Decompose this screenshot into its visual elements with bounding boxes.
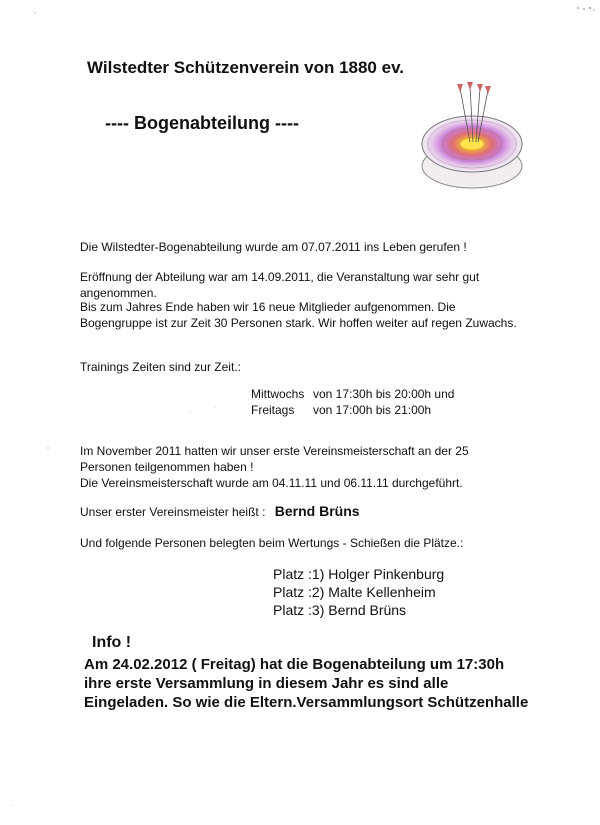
champion-label: Unser erster Vereinsmeister heißt :: [80, 505, 266, 519]
club-name-heading: Wilstedter Schützenverein von 1880 ev.: [87, 58, 404, 77]
championship-paragraph: Im November 2011 hatten wir unser erste Vereinsmeisterschaft an der 25 Personen teilgenommen haben !: [80, 444, 469, 474]
training-hours: von 17:00h bis 21:00h: [313, 403, 432, 417]
notice-line: ihre erste Versammlung in diesem Jahr es sind alle: [84, 675, 449, 692]
training-intro: Trainings Zeiten sind zur Zeit.:: [80, 360, 241, 374]
training-hours: von 17:30h bis 20:00h und: [313, 387, 455, 401]
info-label: Info !: [92, 634, 132, 651]
notice-line: Am 24.02.2012 ( Freitag) hat die Bogenabteilung um 17:30h: [84, 656, 505, 673]
training-day: Mittwochs: [251, 387, 305, 401]
department-title: ---- Bogenabteilung ----: [105, 113, 299, 133]
placements-list: [273, 565, 444, 619]
placement-item: Platz :1) Holger Pinkenburg: [273, 566, 445, 582]
placement-item: Platz :2) Malte Kellenheim: [273, 584, 436, 600]
champion-name: Bernd Brüns: [274, 503, 360, 519]
placements-intro: Und folgende Personen belegten beim Wertungs - Schießen die Plätze.:: [80, 536, 464, 550]
founding-paragraph: Die Wilstedter-Bogenabteilung wurde am 07.07.2011 ins Leben gerufen !: [80, 240, 467, 254]
training-time-row: [251, 386, 454, 402]
meeting-notice: [84, 655, 584, 712]
opening-paragraph: Eröffnung der Abteilung war am 14.09.2011, die Veranstaltung war sehr gut angenommen.: [80, 270, 480, 300]
champion-line: [80, 503, 360, 519]
members-paragraph: Bis zum Jahres Ende haben wir 16 neue Mitglieder aufgenommen. Die Bogengruppe ist zur Zeit 30 Personen stark. Wir hoffen weiter auf regen Zuwachs.: [80, 300, 517, 330]
training-times: [251, 386, 454, 418]
training-day: Freitags: [251, 403, 295, 417]
placement-item: Platz :3) Bernd Brüns: [273, 602, 407, 618]
archery-target-icon: [410, 72, 530, 192]
notice-line: Eingeladen. So wie die Eltern.Versammlungsort Schützenhalle: [84, 694, 529, 711]
training-time-row: [251, 402, 454, 418]
championship-dates: Die Vereinsmeisterschaft wurde am 04.11.11 und 06.11.11 durchgeführt.: [80, 476, 463, 490]
